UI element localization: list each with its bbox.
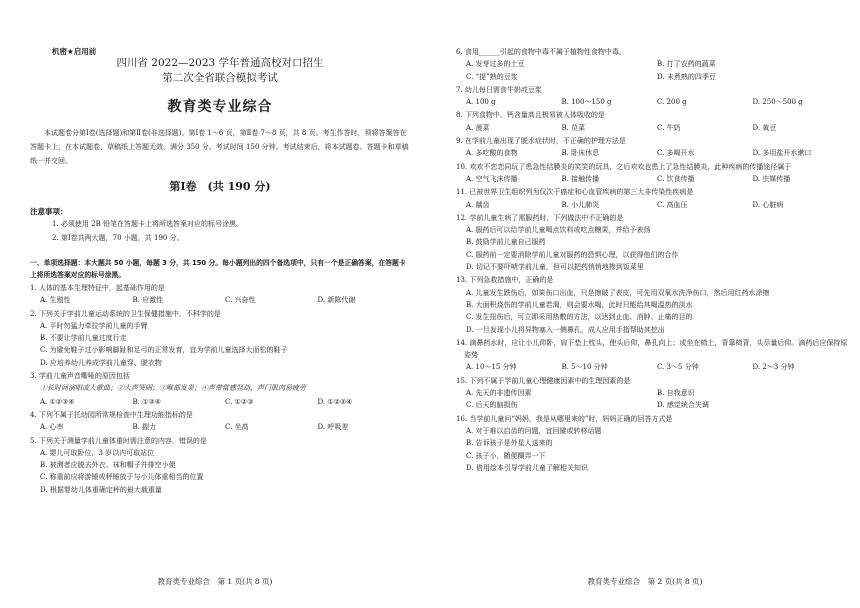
answer-option: B. 鼓励学前儿童自己服药: [466, 238, 546, 247]
answer-option: B. 卧床休息: [561, 149, 600, 158]
section-one-heading: 一、单项选择题：本大题共 50 小题，每题 3 分，共 150 分。每小题列出的四个备选项中，只有一个是正确答案，在答题卡上将所选答案对应的标号涂黑。: [30, 259, 406, 279]
question: [30, 435, 410, 496]
answer-option: B. 自我意识: [657, 389, 695, 398]
question-text: 5. 下列关于测量学前儿童体重时需注意的内容，错误的是: [30, 436, 207, 445]
answer-option: A. 10～15 分钟: [466, 363, 517, 372]
answer-option: C. “提”熟的豆浆: [466, 72, 518, 81]
answer-option: A. 生殖性: [40, 296, 71, 305]
answer-option: D. 未煮熟的四季豆: [657, 72, 716, 81]
option-list: [456, 361, 848, 373]
answer-option: C. 为避免鞋子过小影响脚趾和足弓的正常发育，宜为学前儿童选择大而松的鞋子: [40, 346, 288, 355]
answer-option: B. 应激性: [132, 296, 164, 305]
answer-option: B. 小儿肺炎: [561, 200, 600, 209]
page-footer: 教育类专业综合 第 2 页(共 8 页): [587, 577, 703, 586]
question-text: 15. 下列不属于学前儿童心理健康因素中的生理因素的是: [456, 376, 631, 385]
answer-option: C. 高血压: [657, 200, 688, 209]
answer-option: A. 多吃酸的食物: [466, 149, 518, 158]
option-list: [30, 396, 410, 408]
answer-option: D. 2～3 分钟: [752, 363, 795, 372]
answer-option: D. 虫媒传播: [752, 174, 791, 183]
question-text: 1. 人体的基本生理特征中，起基础作用的是: [30, 284, 165, 292]
answer-option: D. 感觉统合失调: [657, 401, 709, 410]
question-text: 13. 下列急救措施中，正确的是: [456, 276, 554, 285]
answer-option: C. 饮食传播: [657, 174, 695, 183]
answer-option: A. 先天的非遗传因素: [466, 389, 532, 398]
answer-option: A. 心率: [40, 423, 64, 432]
question-text: 7. 幼儿每日需食牛奶或豆浆: [456, 85, 542, 94]
confidential-mark: 机密★启用前: [52, 47, 97, 56]
question-text: 4. 下列不属于托幼园所常规检查中生理功能指标的是: [30, 410, 193, 419]
answer-option: A. ①②③④: [40, 397, 75, 406]
question: [30, 396, 410, 408]
option-list: [30, 447, 410, 496]
answer-option: C. 孩子小，随便糊弄一下: [466, 451, 546, 460]
option-list: [456, 58, 848, 83]
exam-title-line2: 第二次全省联合模拟考试: [162, 72, 278, 84]
answer-option: B. 打了农药的蔬菜: [657, 60, 716, 69]
question: [30, 282, 410, 307]
answer-option: D. 多用盐开水漱口: [752, 149, 812, 158]
question-text: 10. 欢欢不恋恋同玩了患急性结膜炎的笑笑的玩具，之后欢欢也患上了急性结膜炎，此种疾病的传播途径属于: [456, 162, 792, 171]
question: [456, 375, 848, 412]
answer-option: B. 不要让学前儿童过度行走: [40, 334, 127, 343]
option-list: [456, 425, 848, 474]
exam-instructions: 本试题卷分第Ⅰ卷(选择题)和第Ⅱ卷(非选择题)。第Ⅰ卷 1～6 页，第Ⅱ卷 7～8 页，共 8 页。考生作答时，须将答案答在答题卡上，在本试题卷、草稿纸上答题无效。满分 350 分。考试时间 150 分钟。考试结束后，将本试题卷、答题卡和草稿纸一并交回。: [30, 129, 409, 165]
question-text: 12. 学前儿童生病了需服药时，下列做法中不正确的是: [456, 213, 624, 222]
notes-heading: 注意事项：: [30, 207, 68, 216]
answer-option: B. 5～10 分钟: [561, 363, 608, 372]
answer-option: D. 黄豆: [752, 123, 777, 132]
question: [456, 186, 848, 211]
question: [456, 109, 848, 134]
answer-option: D. 心脏病: [752, 200, 784, 209]
option-list: [30, 294, 410, 306]
page-footer: 教育类专业综合 第 1 页(共 8 页): [157, 577, 273, 586]
answer-option: D. 呼吸差: [317, 423, 349, 432]
answer-option: C. 坐高: [225, 423, 249, 432]
question: [456, 46, 848, 83]
answer-option: B. 100～150 g: [561, 98, 612, 107]
answer-option: D. 应培养幼儿养成学前儿童穿、脱衣物: [40, 358, 162, 367]
answer-option: B. 大面积烧伤的学前儿童若渴，则会要水喝，此时只能给其喝温热的淡水: [466, 300, 693, 309]
answer-option: A. 婴儿可取卧位，3 岁以内可取站位: [40, 448, 155, 457]
answer-option: B. 苋菜: [561, 123, 586, 132]
question: [456, 337, 848, 374]
option-list: [456, 147, 848, 159]
question-text: 8. 下列食物中，钙含量高且极易被人体吸收的是: [456, 111, 605, 120]
answer-option: C. 牛奶: [657, 123, 681, 132]
answer-option: D. ①②③④: [317, 397, 353, 406]
answer-option: D. 根据婴幼儿体重确定秤的最大载重量: [40, 485, 162, 494]
answer-option: A. 龋齿: [466, 200, 490, 209]
right-column: [456, 45, 848, 474]
option-list: [456, 387, 848, 412]
option-list: [456, 122, 848, 134]
question: [456, 212, 848, 273]
right-page: [430, 0, 860, 608]
question: [456, 413, 848, 474]
answer-option: C. 多喝开水: [657, 149, 695, 158]
question-text: 2. 下列关于学前儿童运动系统的卫生保健措施中，不科学的是: [30, 309, 221, 318]
exam-title-line1: 四川省 2022—2023 学年普通高校对口招生: [116, 57, 324, 69]
question: [456, 274, 848, 335]
question: [456, 84, 848, 109]
answer-option: C. 3～5 分钟: [657, 363, 699, 372]
answer-option: D. 一旦发现小儿将异物塞入一侧鼻孔，成人应用手指帮助其挖出: [466, 325, 665, 334]
question-text: 16. 当学前儿童问“妈妈，我是从哪里来的”时，妈妈正确的回答方式是: [456, 414, 673, 423]
left-column: [30, 46, 410, 496]
answer-option: C. 200 g: [657, 98, 687, 107]
answer-option: C. 兴奋性: [225, 296, 256, 305]
note-item: 1. 必须使用 2B 铅笔在答题卡上将所选答案对应的标号涂黑。: [52, 220, 243, 228]
answer-option: A. 100 g: [466, 98, 496, 107]
answer-option: C. 后天的脑损伤: [466, 401, 518, 410]
exam-subject-title: 教育类专业综合: [167, 99, 273, 115]
part-one-heading: 第Ⅰ卷 (共 190 分): [169, 180, 271, 193]
answer-option: ①长时间演唱或大歌曲；②大声哭闹；③喉部发炎；④声带常感竖劫，声门肌肉易疲劳: [40, 384, 306, 393]
answer-option: A. 对于难以启齿的问题，宜回避或转移话题: [466, 426, 602, 435]
question: [456, 161, 848, 186]
answer-option: B. 接触传播: [561, 174, 600, 183]
option-list: [456, 287, 848, 336]
answer-option: B. 握力: [132, 423, 157, 432]
note-item: 2. 第Ⅰ卷共两大题，70 小题，共 190 分。: [52, 234, 184, 242]
answer-option: C. 服药前一定要消除学前儿童对服药的恐惧心理，以获得他们的合作: [466, 250, 679, 259]
question-text: 11. 已被世界卫生组织列为仅次于癌症和心血管疾病的第三大非传染性疾病是: [456, 188, 694, 197]
question: [30, 308, 410, 369]
option-list: [30, 421, 410, 433]
question-text: 9. 在学前儿童出现了脱水症状时，不正确的护理方法是: [456, 137, 626, 146]
answer-option: D. 借用绘本引导学前儿童了解相关知识: [466, 463, 588, 472]
question: [456, 135, 848, 160]
answer-option: D. 250～500 g: [752, 98, 803, 107]
question-text: 3. 学前儿童声音嘶哑的原因包括: [30, 372, 130, 381]
option-list: [456, 173, 848, 185]
answer-option: B. 被测者应脱去外衣、袜和帽子并排空小便: [40, 461, 176, 470]
question-text: 14. 滴鼻药水时，应让小儿仰卧，肩下垫上枕头，使头后仰，鼻孔向上；或坐在椅上，背靠椅背，头尽量后仰。滴药后应保持原姿势: [456, 338, 848, 360]
right-question-list: [456, 46, 848, 474]
answer-option: A. 服药后可以给学前儿童喝点饮料或吃点糖果，并给予表扬: [466, 226, 651, 235]
answer-option: B. 告诉孩子是外星人送来的: [466, 439, 553, 448]
left-question-list: [30, 282, 410, 496]
option-list: [456, 199, 848, 211]
question: [30, 409, 410, 434]
answer-option: A. 平时勿猛力牵拉学前儿童的手臂: [40, 321, 148, 330]
answer-option: C. 发生扭伤后，可立即采用热敷的方法，以达到止血、消肿、止痛的目的: [466, 313, 693, 322]
answer-option: A. 儿童发生跌伤后，如果伤口出血，只是擦破了表皮，可先用双氧水洗净伤口，然后用红药水涂擦: [466, 288, 770, 297]
answer-option: C. 称重前应将游锤或秤锤放于与小儿体重相当的位置: [40, 473, 204, 482]
answer-option: B. ①③④: [132, 397, 161, 406]
answer-option: A. 发芽过多的土豆: [466, 60, 525, 69]
answer-option: C. ①②③: [225, 397, 254, 406]
answer-option: A. 空气飞沫传播: [466, 174, 518, 183]
answer-option: D. 新陈代谢: [317, 296, 356, 305]
answer-option: A. 菠菜: [466, 123, 490, 132]
option-list: [30, 320, 410, 369]
option-list: [30, 382, 410, 394]
option-list: [456, 224, 848, 273]
option-list: [456, 96, 848, 108]
question-text: 6. 食用______引起的食物中毒不属于植物性食物中毒。: [456, 48, 626, 56]
question: [30, 370, 410, 395]
answer-option: D. 切记不要吓唬学前儿童，但可以把药悄悄地掺到饭菜里: [466, 263, 644, 272]
